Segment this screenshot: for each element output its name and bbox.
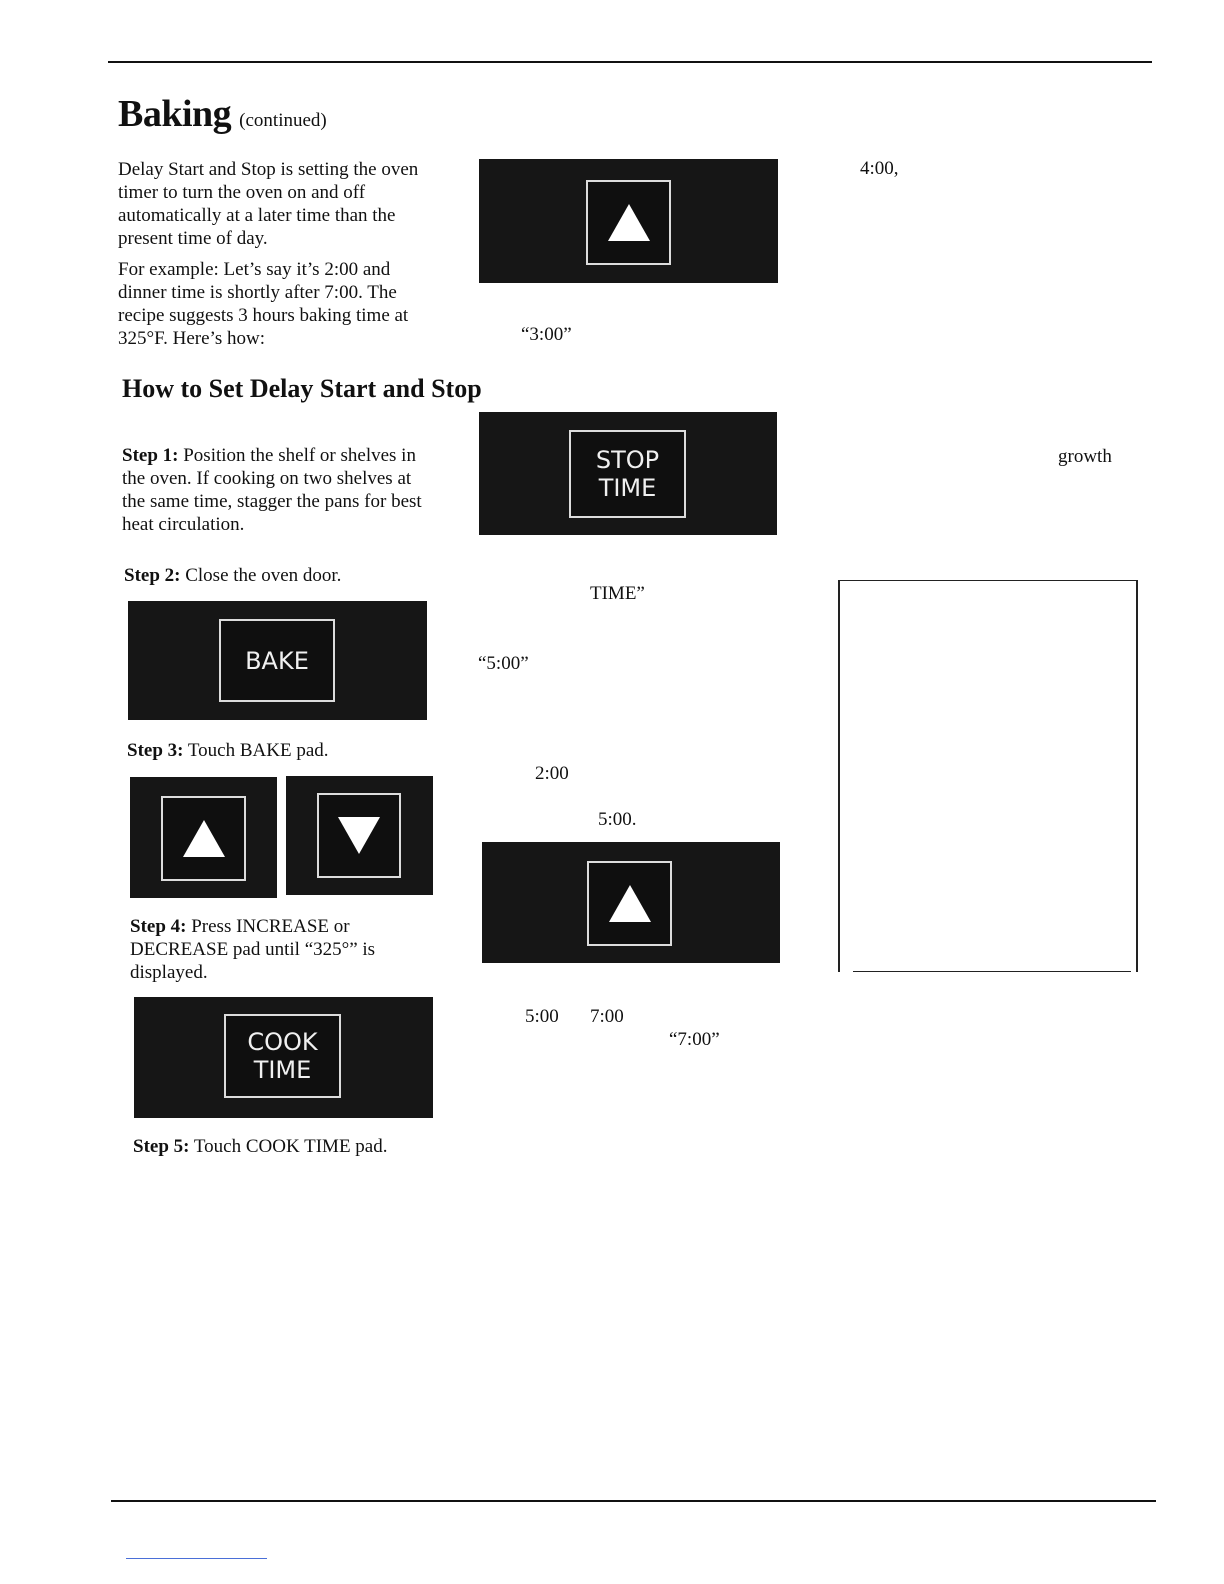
increase-pad-panel-3 bbox=[482, 842, 780, 963]
cook-time-pad-panel bbox=[134, 997, 433, 1118]
triangle-up-icon bbox=[183, 820, 225, 857]
bake-pad-label: BAKE bbox=[245, 646, 309, 675]
cook-time-line-2: TIME bbox=[253, 1056, 312, 1084]
fragment-5-00-period: 5:00. bbox=[598, 809, 637, 830]
bottom-rule bbox=[111, 1500, 1156, 1502]
fragment-growth: growth bbox=[1058, 446, 1112, 467]
bake-pad[interactable] bbox=[219, 619, 335, 702]
fragment-4-00: 4:00, bbox=[860, 158, 899, 179]
step-1-label: Step 1: bbox=[122, 445, 179, 466]
note-box-left-border bbox=[838, 580, 840, 972]
note-box-top-border bbox=[838, 580, 1138, 581]
note-box-right-border bbox=[1136, 580, 1138, 972]
footer-link-underline[interactable] bbox=[126, 1558, 267, 1559]
top-rule bbox=[108, 61, 1152, 63]
decrease-pad[interactable] bbox=[317, 793, 401, 878]
stop-time-pad[interactable] bbox=[569, 430, 686, 518]
step-2-text: Close the oven door. bbox=[185, 565, 342, 586]
note-box bbox=[838, 580, 1138, 972]
fragment-time: TIME” bbox=[590, 583, 645, 604]
fragment-3-00: “3:00” bbox=[521, 324, 572, 345]
triangle-down-icon bbox=[338, 817, 380, 854]
fragment-7-00-quoted: “7:00” bbox=[669, 1029, 720, 1050]
fragment-7-00: 7:00 bbox=[590, 1006, 624, 1027]
step-3 bbox=[127, 739, 431, 762]
increase-pad[interactable] bbox=[161, 796, 246, 881]
fragment-5-00-quoted: “5:00” bbox=[478, 653, 529, 674]
fragment-2-00: 2:00 bbox=[535, 763, 569, 784]
step-4-text: Press INCREASE or DECREASE pad until “325°” is displayed. bbox=[130, 916, 376, 983]
title-text: Baking bbox=[118, 93, 232, 135]
step-4 bbox=[130, 915, 432, 984]
bake-pad-panel bbox=[128, 601, 427, 720]
cook-time-line-1: COOK bbox=[247, 1028, 318, 1056]
step-4-label: Step 4: bbox=[130, 916, 187, 937]
triangle-up-icon-2 bbox=[608, 204, 650, 241]
increase-pad-panel-2 bbox=[479, 159, 778, 283]
stop-time-line-2: TIME bbox=[598, 474, 657, 502]
step-5-text: Touch COOK TIME pad. bbox=[193, 1136, 388, 1157]
step-5 bbox=[133, 1135, 443, 1158]
step-2-label: Step 2: bbox=[124, 565, 181, 586]
step-3-label: Step 3: bbox=[127, 740, 184, 761]
step-5-label: Step 5: bbox=[133, 1136, 190, 1157]
example-paragraph: For example: Let’s say it’s 2:00 and dinner time is shortly after 7:00. The recipe suggests 3 hours baking time at 325°F. Here’s how: bbox=[118, 259, 409, 349]
step-1-text: Position the shelf or shelves in the oven. If cooking on two shelves at the same time, stagger the pans for best heat circulation. bbox=[122, 445, 422, 535]
step-3-text: Touch BAKE pad. bbox=[187, 740, 329, 761]
triangle-up-icon-3 bbox=[609, 885, 651, 922]
title-continued: (continued) bbox=[239, 110, 327, 131]
section-heading: How to Set Delay Start and Stop bbox=[122, 374, 482, 403]
step-1 bbox=[122, 444, 426, 536]
note-box-bottom-border bbox=[853, 971, 1131, 972]
cook-time-pad[interactable] bbox=[224, 1014, 341, 1098]
stop-time-line-1: STOP bbox=[595, 446, 660, 474]
increase-pad-2[interactable] bbox=[586, 180, 671, 265]
increase-pad-panel bbox=[130, 777, 277, 898]
fragment-5-00: 5:00 bbox=[525, 1006, 559, 1027]
step-2 bbox=[124, 564, 428, 587]
page-title bbox=[118, 92, 327, 136]
decrease-pad-panel bbox=[286, 776, 433, 895]
increase-pad-3[interactable] bbox=[587, 861, 672, 946]
stop-time-pad-panel bbox=[479, 412, 777, 535]
intro-paragraph: Delay Start and Stop is setting the oven timer to turn the oven on and off automatically at a later time than the present time of day. bbox=[118, 159, 419, 249]
